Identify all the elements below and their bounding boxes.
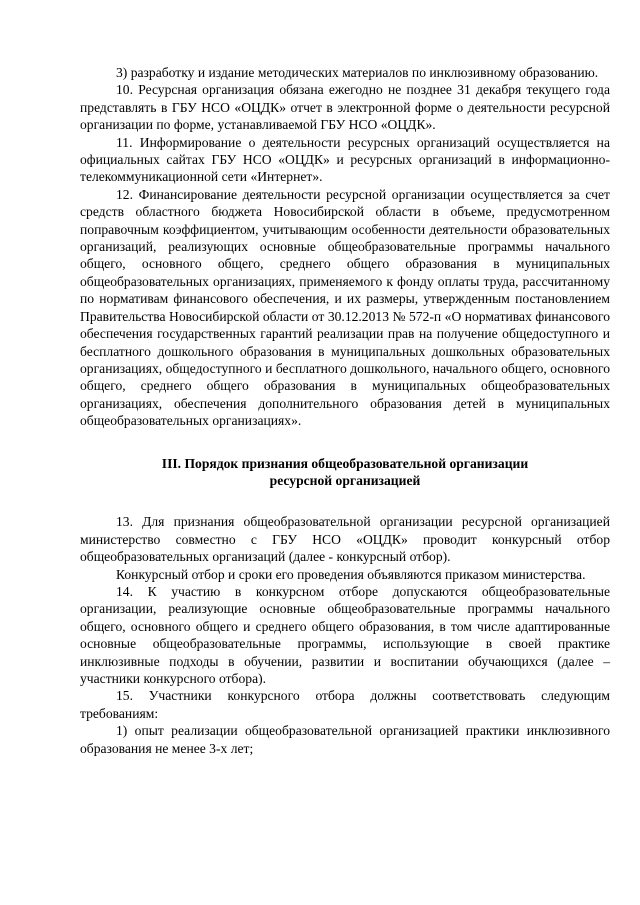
section-heading-line-2: ресурсной организацией: [269, 472, 421, 488]
section-heading: [80, 455, 610, 490]
section-heading-line-1: III. Порядок признания общеобразовательной организации: [161, 455, 529, 471]
document-body: [80, 64, 610, 757]
paragraph-12-financing: 12. Финансирование деятельности ресурсной организации осуществляется за счет средств областного бюджета Новосибирской области в объеме, предусмотренном поправочным коэффициентом, учитывающим особенности деятельности образовательных организаций, реализующих основные общеобразовательные программы начального общего, основного общего, среднего общего образования в муниципальных общеобразовательных организациях, применяемого к фонду оплаты труда, рассчитанному по нормативам финансового обеспечения, и их размеры, утвержденным постановлением Правительства Новосибирской области от 30.12.2013 № 572-п «О нормативах финансового обеспечения государственных гарантий реализации прав на получение общедоступного и бесплатного дошкольного образования в муниципальных дошкольных образовательных организациях, общедоступного и бесплатного дошкольного, начального общего, основного общего, среднего общего образования в муниципальных общеобразовательных организациях, обеспечения дополнительного образования детей в муниципальных общеобразовательных организациях».: [80, 186, 610, 429]
paragraph-item-3-development: 3) разработку и издание методических материалов по инклюзивному образованию.: [116, 65, 599, 80]
paragraph-13-competitive-selection: 13. Для признания общеобразовательной организации ресурсной организацией министерство совместно с ГБУ НСО «ОЦДК» проводит конкурсный отбор общеобразовательных организаций (далее - конкурсный отбор).: [80, 514, 610, 565]
paragraph-15-requirements: 15. Участники конкурсного отбора должны соответствовать следующим требованиям:: [80, 688, 610, 721]
paragraph-14-participants: 14. К участию в конкурсном отборе допускаются общеобразовательные организации, реализующие основные общеобразовательные программы начального общего, основного общего и среднего общего образования, в том числе адаптированные основные общеобразовательные программы, использующие в своей практике инклюзивные подходы в обучении, развитии и воспитании обучающихся (далее – участники конкурсного отбора).: [80, 583, 610, 686]
paragraph-11-informing: 11. Информирование о деятельности ресурсных организаций осуществляется на официальных сайтах ГБУ НСО «ОЦДК» и ресурсных организаций в информационно-телекоммуникационной сети «Интернет».: [80, 134, 610, 185]
paragraph-10-annual-report: 10. Ресурсная организация обязана ежегодно не позднее 31 декабря текущего года представлять в ГБУ НСО «ОЦДК» отчет в электронной форме о деятельности ресурсной организации по форме, устанавливаемой ГБУ НСО «ОЦДК».: [80, 82, 610, 133]
paragraph-requirement-1-experience: 1) опыт реализации общеобразовательной организацией практики инклюзивного образования не менее 3-х лет;: [80, 723, 610, 756]
paragraph-selection-terms: Конкурсный отбор и сроки его проведения объявляются приказом министерства.: [116, 566, 586, 582]
